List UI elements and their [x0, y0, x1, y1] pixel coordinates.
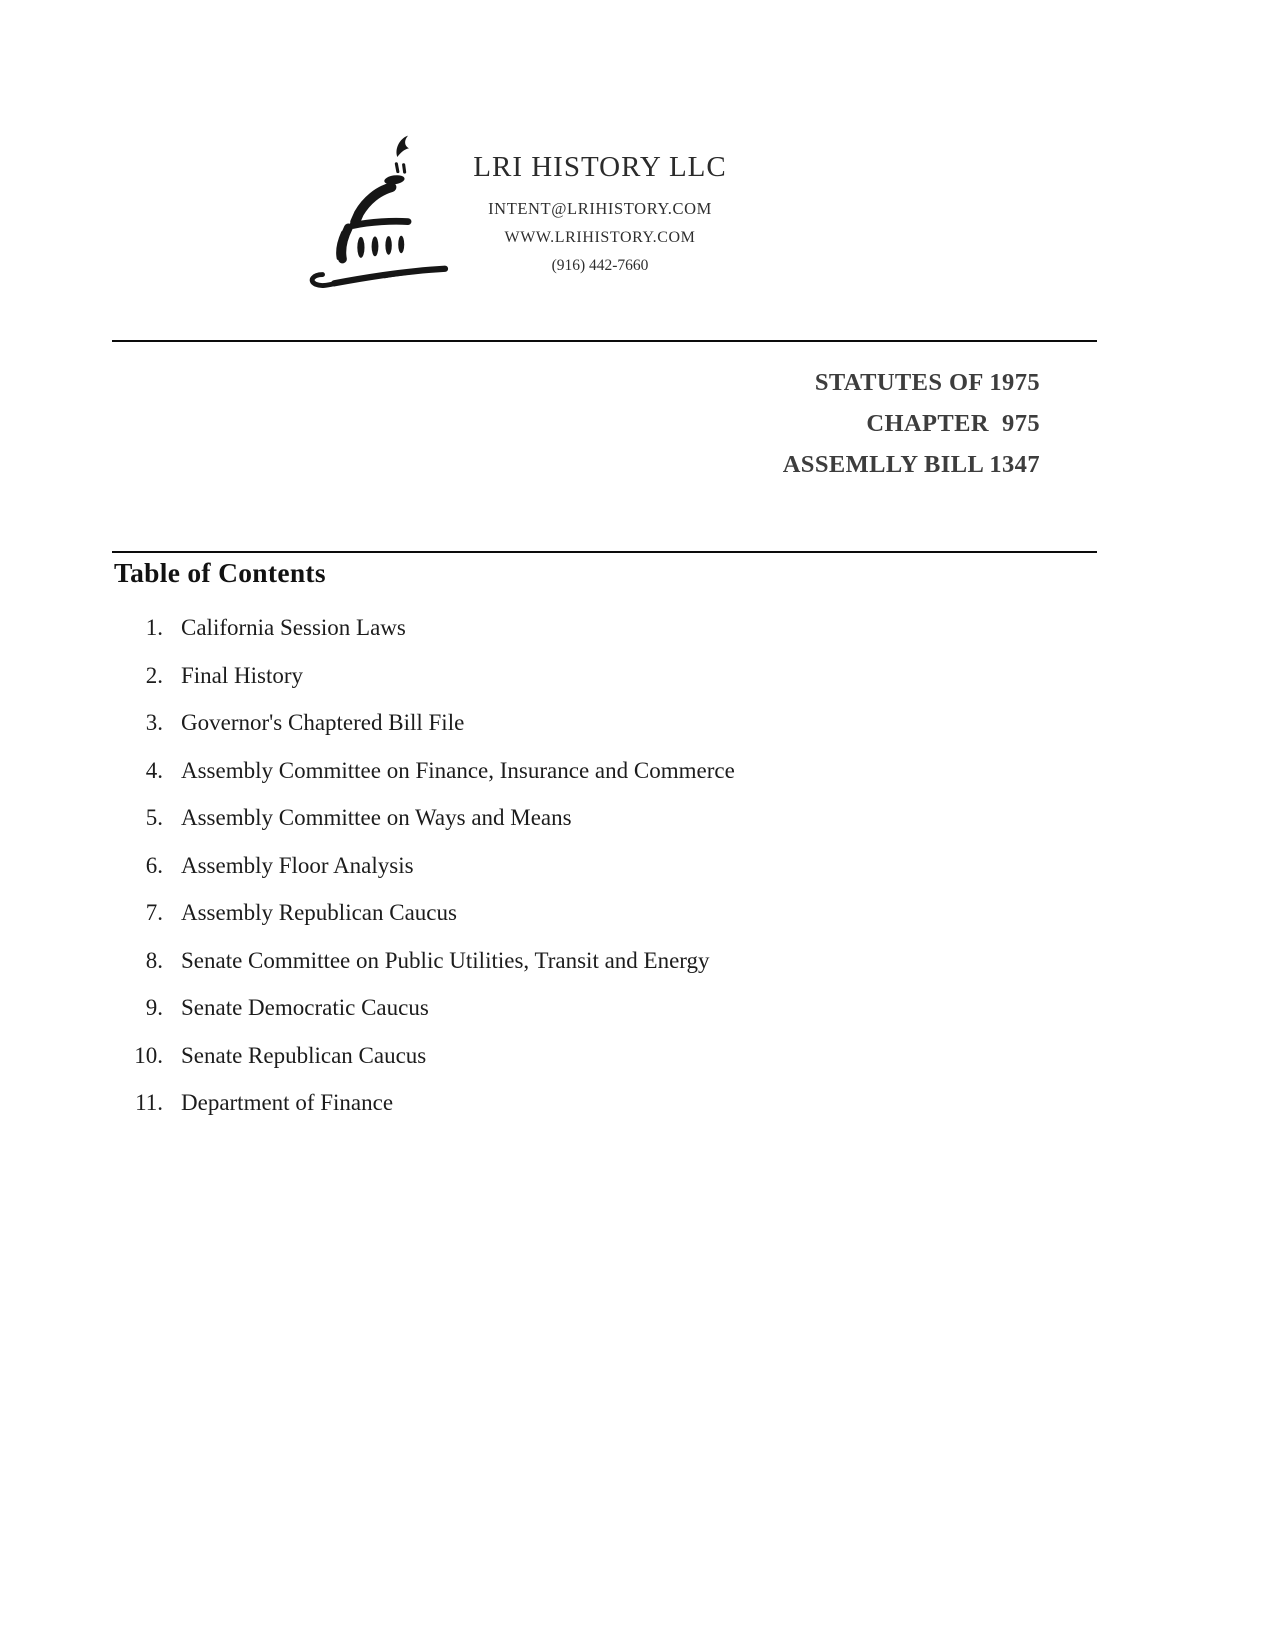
- toc-item-label: California Session Laws: [181, 615, 406, 640]
- horizontal-divider-top: [112, 340, 1097, 342]
- assembly-bill-line: ASSEMLLY BILL 1347: [782, 451, 1040, 478]
- toc-item-label: Senate Committee on Public Utilities, Transit and Energy: [181, 947, 710, 973]
- phone-number: (916) 442-7660: [551, 257, 649, 274]
- letterhead: [430, 148, 770, 277]
- toc-heading: Table of Contents: [114, 557, 326, 588]
- toc-item-3: [107, 710, 1057, 758]
- toc-item-label: Assembly Floor Analysis: [181, 852, 414, 878]
- toc-item-number: 5.: [145, 805, 163, 830]
- statute-title-block: [783, 362, 1040, 485]
- toc-item-label: Governor's Chaptered Bill File: [181, 710, 465, 735]
- company-name: LRI HISTORY LLC: [473, 151, 727, 183]
- toc-item-2: [107, 663, 1057, 711]
- toc-item-10: [107, 1043, 1057, 1091]
- toc-item-5: [107, 805, 1057, 853]
- toc-item-label: Assembly Committee on Finance, Insurance and Commerce: [181, 757, 735, 783]
- toc-item-6: [107, 853, 1057, 901]
- toc-item-number: 7.: [145, 900, 163, 925]
- toc-item-number: 9.: [145, 995, 163, 1020]
- toc-item-4: [107, 758, 1057, 806]
- toc-item-number: 11.: [135, 1090, 163, 1115]
- toc-item-number: 10.: [134, 1042, 163, 1068]
- email-address: INTENT@LRIHISTORY.COM: [488, 199, 712, 218]
- toc-item-number: 8.: [145, 947, 163, 973]
- toc-item-label: Department of Finance: [181, 1090, 394, 1115]
- website-url: WWW.LRIHISTORY.COM: [504, 229, 696, 246]
- toc-item-number: 6.: [145, 852, 163, 878]
- toc-item-9: [107, 995, 1057, 1043]
- chapter-line: CHAPTER 975: [866, 410, 1040, 437]
- toc-item-number: 3.: [145, 710, 163, 735]
- toc-item-8: [107, 948, 1057, 996]
- toc-item-label: Assembly Republican Caucus: [181, 900, 457, 925]
- toc-item-number: 2.: [145, 662, 163, 688]
- toc-item-number: 1.: [145, 615, 163, 640]
- horizontal-divider-bottom: [112, 551, 1097, 553]
- toc-item-label: Assembly Committee on Ways and Means: [181, 805, 572, 830]
- toc-item-label: Final History: [181, 662, 304, 688]
- statutes-year-line: STATUTES OF 1975: [814, 369, 1040, 396]
- toc-item-11: [107, 1090, 1057, 1138]
- toc-list: [107, 615, 1057, 1138]
- toc-item-label: Senate Democratic Caucus: [181, 995, 429, 1020]
- toc-item-1: [107, 615, 1057, 663]
- toc-item-number: 4.: [145, 757, 163, 783]
- toc-item-label: Senate Republican Caucus: [181, 1042, 427, 1068]
- toc-item-7: [107, 900, 1057, 948]
